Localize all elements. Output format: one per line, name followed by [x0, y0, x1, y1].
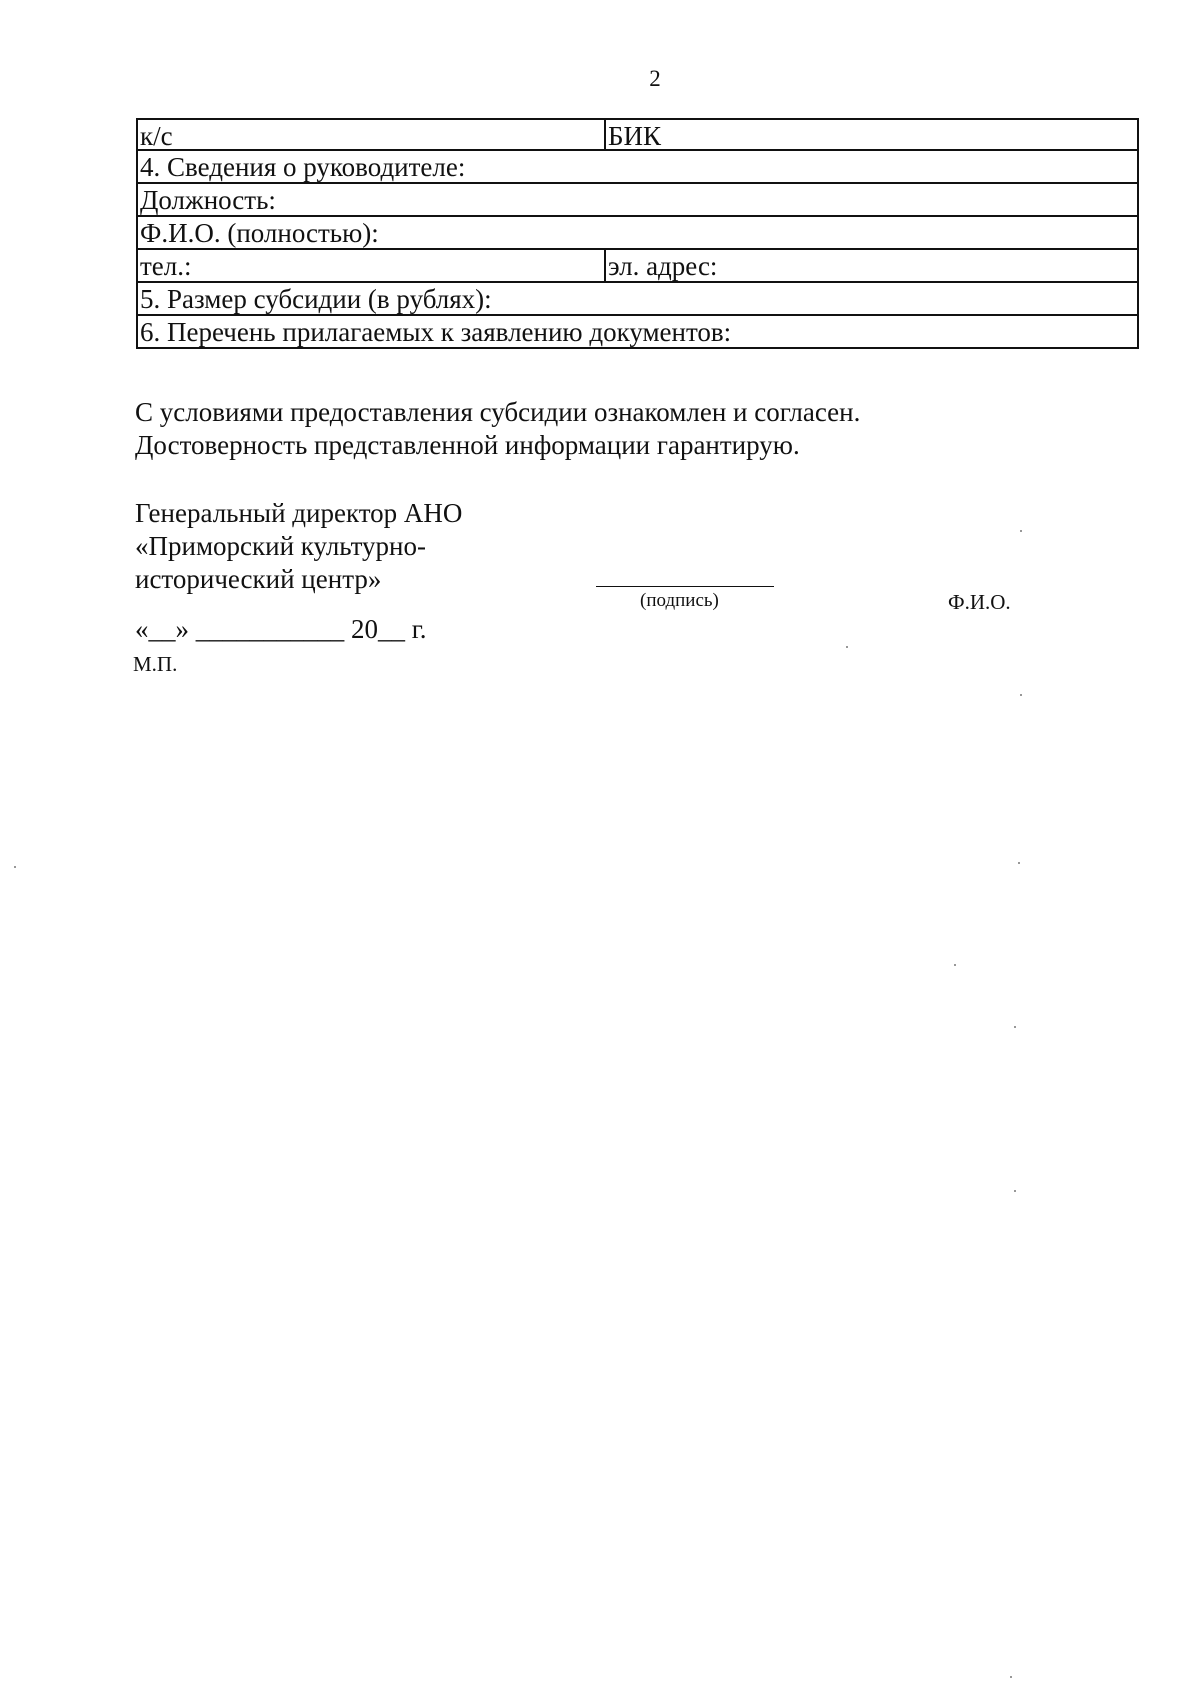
- scan-speck: [1020, 530, 1022, 532]
- page-number: 2: [649, 66, 661, 91]
- email-label: эл. адрес:: [604, 250, 717, 281]
- stamp-place-label: М.П.: [133, 652, 178, 676]
- position-label: Должность:: [140, 185, 276, 215]
- form-row-position: [136, 184, 1139, 217]
- form-row-subsidy-amount: [136, 283, 1139, 316]
- scan-speck: [954, 964, 956, 966]
- form-row-contacts: [136, 250, 1139, 283]
- scan-speck: [1010, 1676, 1012, 1678]
- subsidy-amount-label: 5. Размер субсидии (в рублях):: [140, 284, 492, 314]
- documents-list-label: 6. Перечень прилагаемых к заявлению документов:: [140, 317, 732, 347]
- signer-position: Генеральный директор АНО: [135, 498, 463, 528]
- scan-speck: [1018, 862, 1020, 864]
- date-field: «__» ___________ 20__ г.: [135, 614, 427, 644]
- full-name-label: Ф.И.О. (полностью):: [140, 218, 379, 248]
- scan-speck: [14, 866, 16, 868]
- consent-statement: [135, 396, 860, 462]
- scan-speck: [1014, 1190, 1016, 1192]
- signer-org-line2: исторический центр»: [135, 564, 382, 594]
- form-row-documents-list: [136, 316, 1139, 349]
- form-row-head-info: [136, 151, 1139, 184]
- phone-label: тел.:: [140, 251, 192, 281]
- signature-line: [596, 586, 774, 587]
- correspondent-account-label: к/с: [140, 121, 173, 151]
- scan-speck: [1014, 1026, 1016, 1028]
- head-info-heading: 4. Сведения о руководителе:: [140, 152, 466, 182]
- signature-caption: (подпись): [640, 590, 719, 611]
- application-form-table: [136, 118, 1139, 349]
- scan-speck: [1020, 694, 1022, 696]
- bik-label: БИК: [604, 120, 661, 149]
- form-row-full-name: [136, 217, 1139, 250]
- name-caption: Ф.И.О.: [948, 590, 1011, 614]
- signer-block: [135, 497, 462, 596]
- signer-org-line1: «Приморский культурно-: [135, 531, 426, 561]
- form-row-account: [136, 118, 1139, 151]
- accuracy-guarantee-line: Достоверность представленной информации гарантирую.: [135, 430, 800, 460]
- consent-line: С условиями предоставления субсидии ознакомлен и согласен.: [135, 397, 861, 427]
- scan-speck: [846, 646, 848, 648]
